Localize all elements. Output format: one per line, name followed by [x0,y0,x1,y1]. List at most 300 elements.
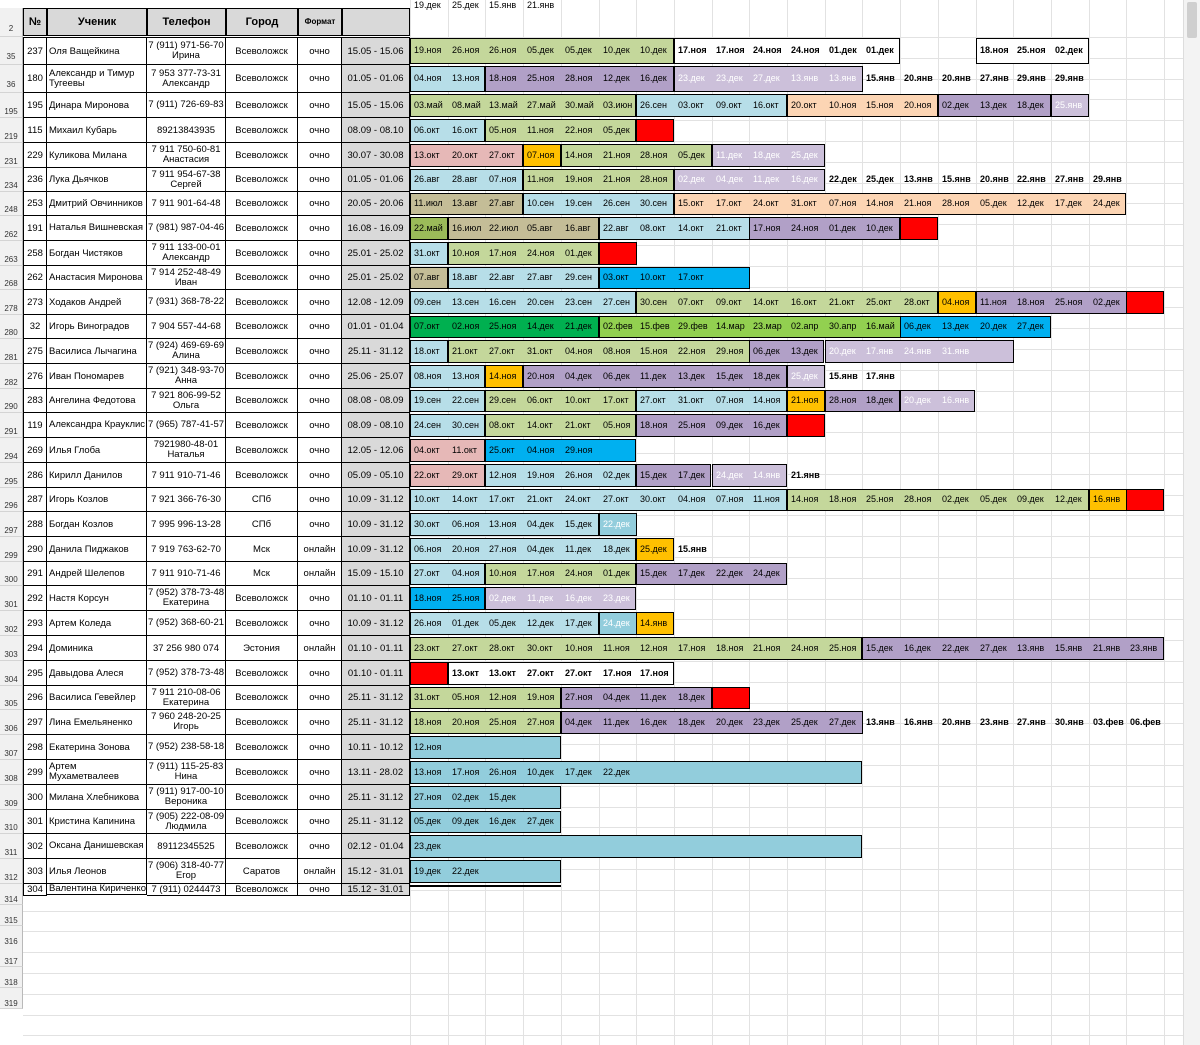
student-phone[interactable]: 7921980-48-01 Наталья [147,438,226,463]
lesson-date[interactable]: 14.окт [452,494,478,504]
lesson-date[interactable]: 25.ноя [527,73,555,83]
lesson-date[interactable]: 24.ноя [791,223,819,233]
student-name[interactable]: Кристина Капинина [47,810,147,834]
student-number[interactable]: 297 [23,710,47,735]
student-city[interactable]: Всеволожск [226,143,298,168]
lesson-date[interactable]: 27.авг [527,272,553,282]
lesson-date[interactable]: 29.янв [1055,73,1084,83]
student-format[interactable]: очно [298,710,342,735]
lesson-date[interactable]: 27.май [527,100,556,110]
lesson-date[interactable]: 17.окт [678,272,704,282]
student-name[interactable]: Василиса Гевейлер [47,686,147,710]
student-format[interactable]: онлайн [298,562,342,586]
lesson-date[interactable]: 15.дек [489,792,516,802]
lesson-date[interactable]: 02.ноя [452,321,480,331]
student-number[interactable]: 298 [23,735,47,760]
lesson-period[interactable]: 01.10 - 01.11 [342,661,410,686]
student-city[interactable]: Всеволожск [226,37,298,65]
student-phone[interactable]: 7 (911) 726-69-83 [147,93,226,118]
lesson-date[interactable]: 25.ноя [1055,297,1083,307]
student-number[interactable]: 275 [23,339,47,364]
lesson-date[interactable]: 02.дек [1093,297,1120,307]
lesson-date[interactable]: 13.дек [980,100,1007,110]
lesson-date[interactable]: 15.янв [678,544,707,554]
lesson-date[interactable]: 18.дек [678,692,705,702]
lesson-date[interactable]: 18.ноя [414,717,442,727]
lesson-date[interactable]: 06.ноя [452,519,480,529]
lesson-date[interactable]: 20.янв [980,174,1009,184]
lesson-date[interactable]: 26.сен [640,100,667,110]
lesson-date[interactable]: 13.дек [678,371,705,381]
lesson-date[interactable]: 17.ноя [489,248,517,258]
student-format[interactable]: очно [298,241,342,266]
lesson-date[interactable]: 05.дек [565,45,592,55]
lesson-date[interactable]: 05.дек [980,198,1007,208]
student-format[interactable]: очно [298,93,342,118]
lesson-date[interactable]: 23.мар [753,321,782,331]
lesson-date[interactable]: 14.окт [678,223,704,233]
lesson-date[interactable]: 15.окт [678,198,704,208]
lesson-date[interactable]: 14.янв [640,618,668,628]
lesson-date[interactable]: 18.дек [753,371,780,381]
student-number[interactable]: 32 [23,315,47,339]
lesson-date[interactable]: 17.ноя [753,223,781,233]
lesson-date[interactable]: 27.ноя [414,792,442,802]
lesson-date[interactable]: 05.дек [527,45,554,55]
lesson-date[interactable]: 06.фев [1130,717,1161,727]
lesson-date[interactable]: 27.ноя [527,717,555,727]
lesson-date[interactable]: 13.ноя [489,519,517,529]
lesson-date[interactable]: 11.дек [753,174,780,184]
lesson-date[interactable]: 15.дек [866,643,893,653]
lesson-date[interactable]: 27.окт [603,494,629,504]
lesson-date[interactable]: 25.ноя [489,717,517,727]
lesson-date[interactable]: 11.ноя [527,174,554,184]
lesson-date[interactable]: 14.окт [753,297,779,307]
lesson-date[interactable]: 23.дек [716,73,743,83]
student-name[interactable]: Куликова Милана [47,143,147,168]
lesson-date[interactable]: 11.дек [716,150,743,160]
lesson-date[interactable]: 04.окт [414,445,440,455]
lesson-period[interactable]: 15.05 - 15.06 [342,93,410,118]
student-phone[interactable]: 7 904 557-44-68 [147,315,226,339]
student-phone[interactable]: 7 (965) 787-41-57 [147,413,226,438]
lesson-date[interactable]: 04.ноя [678,494,706,504]
lesson-date[interactable]: 16.дек [640,73,667,83]
lesson-date[interactable]: 24.ноя [791,643,819,653]
student-name[interactable]: Доминика [47,636,147,661]
student-city[interactable]: Всеволожск [226,760,298,785]
lesson-date[interactable]: 31.окт [527,346,553,356]
lesson-date[interactable]: 20.дек [904,395,931,405]
student-number[interactable]: 115 [23,118,47,143]
lesson-date[interactable]: 07.ноя [716,494,744,504]
lesson-date[interactable]: 25.ноя [678,420,706,430]
lesson-date[interactable]: 04.дек [565,717,592,727]
student-city[interactable]: Всеволожск [226,686,298,710]
lesson-period[interactable]: 16.08 - 16.09 [342,216,410,241]
student-phone[interactable]: 7 (924) 469-69-69 Алина [147,339,226,364]
student-format[interactable]: очно [298,65,342,93]
lesson-date[interactable]: 14.дек [527,321,554,331]
lesson-date[interactable]: 29.янв [1017,73,1046,83]
lesson-date[interactable]: 10.ноя [565,643,593,653]
lesson-date[interactable]: 01.дек [603,568,630,578]
lesson-date[interactable]: 01.дек [866,45,894,55]
lesson-date[interactable]: 13.ноя [452,371,480,381]
lesson-date[interactable]: 13.янв [866,717,895,727]
student-phone[interactable]: 7 995 996-13-28 [147,512,226,537]
lesson-date[interactable]: 10.дек [640,45,667,55]
lesson-period[interactable]: 08.09 - 08.10 [342,413,410,438]
lesson-date[interactable]: 06.дек [904,321,931,331]
lesson-date[interactable]: 18.дек [866,395,893,405]
student-city[interactable]: СПб [226,512,298,537]
lesson-date[interactable]: 29.окт [452,470,478,480]
lesson-date[interactable]: 05.ноя [603,420,631,430]
lesson-date[interactable]: 16.дек [791,174,818,184]
lesson-date[interactable]: 06.ноя [414,544,442,554]
student-phone[interactable]: 89112345525 [147,834,226,859]
lesson-date[interactable]: 28.ноя [640,174,668,184]
lesson-date[interactable]: 30.сен [640,297,667,307]
lesson-date[interactable]: 25.дек [640,544,667,554]
lesson-date[interactable]: 13.май [489,100,518,110]
student-number[interactable]: 253 [23,192,47,216]
lesson-date[interactable]: 07.окт [414,321,440,331]
lesson-date[interactable]: 17.окт [603,395,629,405]
student-name[interactable]: Игорь Виноградов [47,315,147,339]
scrollbar-thumb[interactable] [1187,2,1197,38]
lesson-date[interactable]: 22.май [414,223,443,233]
lesson-date[interactable]: 27.дек [829,717,856,727]
lesson-date[interactable]: 19.ноя [565,174,593,184]
lesson-date[interactable]: 21.янв [1093,643,1121,653]
lesson-period[interactable]: 08.09 - 08.10 [342,118,410,143]
lesson-date[interactable]: 13.сен [452,297,479,307]
lesson-date[interactable]: 15.ноя [866,100,894,110]
lesson-date[interactable]: 27.дек [1017,321,1044,331]
student-city[interactable]: Всеволожск [226,463,298,488]
student-name[interactable]: Оксана Данишевская [47,834,147,859]
lesson-date[interactable]: 07.окт [678,297,704,307]
lesson-date[interactable]: 17.дек [565,618,592,628]
lesson-date[interactable]: 15.ноя [640,346,668,356]
lesson-date[interactable]: 15.янв [942,174,971,184]
student-format[interactable]: очно [298,216,342,241]
lesson-date[interactable]: 09.сен [414,297,441,307]
lesson-date[interactable]: 22.ноя [678,346,706,356]
student-format[interactable]: очно [298,512,342,537]
lesson-date[interactable]: 27.янв [980,73,1009,83]
lesson-date[interactable]: 11.ноя [753,494,780,504]
lesson-date[interactable]: 30.янв [1055,717,1084,727]
lesson-date[interactable]: 25.дек [866,174,894,184]
student-city[interactable]: Всеволожск [226,438,298,463]
student-format[interactable]: очно [298,438,342,463]
student-format[interactable]: очно [298,834,342,859]
lesson-period[interactable]: 10.09 - 31.12 [342,488,410,512]
lesson-date[interactable]: 13.авг [452,198,478,208]
lesson-date[interactable]: 24.ноя [791,45,820,55]
lesson-date[interactable]: 23.янв [980,717,1009,727]
lesson-period[interactable]: 10.11 - 10.12 [342,735,410,760]
lesson-date[interactable]: 15.янв [866,73,895,83]
lesson-period[interactable]: 25.01 - 25.02 [342,266,410,290]
lesson-date[interactable]: 03.май [414,100,443,110]
student-phone[interactable]: 7 911 210-08-06 Екатерина [147,686,226,710]
lesson-date[interactable]: 04.ноя [527,445,555,455]
lesson-date[interactable]: 10.ноя [452,248,480,258]
lesson-period[interactable]: 30.07 - 30.08 [342,143,410,168]
lesson-date[interactable]: 31.окт [414,248,440,258]
lesson-date[interactable]: 08.окт [640,223,666,233]
lesson-date[interactable]: 27.ноя [565,692,593,702]
lesson-date[interactable]: 04.дек [565,371,592,381]
lesson-date[interactable]: 11.дек [603,717,630,727]
lesson-date[interactable]: 17.янв [866,371,895,381]
student-name[interactable]: Илья Глоба [47,438,147,463]
lesson-date[interactable]: 13.дек [791,346,818,356]
student-format[interactable]: онлайн [298,859,342,884]
lesson-date[interactable]: 17.окт [716,198,742,208]
student-phone[interactable]: 7 (921) 348-93-70 Анна [147,364,226,389]
lesson-date[interactable]: 17.дек [678,568,705,578]
student-number[interactable]: 236 [23,168,47,192]
lesson-date[interactable]: 25.окт [489,445,515,455]
lesson-date[interactable]: 15.янв [489,0,517,10]
student-number[interactable]: 288 [23,512,47,537]
lesson-date[interactable]: 24.ноя [753,45,782,55]
student-city[interactable]: Всеволожск [226,364,298,389]
student-name[interactable]: Давыдова Алеся [47,661,147,686]
lesson-date[interactable]: 18.дек [753,150,780,160]
student-format[interactable]: очно [298,661,342,686]
lesson-date[interactable]: 19.дек [414,0,441,10]
lesson-date[interactable]: 31.окт [791,198,817,208]
lesson-date[interactable]: 16.дек [640,717,667,727]
student-name[interactable]: Михаил Кубарь [47,118,147,143]
lesson-date[interactable]: 20.сен [527,297,554,307]
student-name[interactable]: Артем Мухаметвалеев [47,760,147,785]
lesson-date[interactable]: 25.ноя [1017,45,1046,55]
lesson-period[interactable]: 10.09 - 31.12 [342,512,410,537]
student-city[interactable]: Всеволожск [226,834,298,859]
lesson-date[interactable]: 11.дек [565,544,592,554]
student-city[interactable]: Всеволожск [226,65,298,93]
lesson-date[interactable]: 10.дек [527,767,554,777]
student-city[interactable]: Мск [226,537,298,562]
lesson-period[interactable]: 01.05 - 01.06 [342,168,410,192]
lesson-date[interactable]: 19.ноя [414,45,442,55]
lesson-date[interactable]: 16.окт [753,100,779,110]
lesson-period[interactable]: 01.01 - 01.04 [342,315,410,339]
lesson-date[interactable]: 27.сен [603,297,630,307]
lesson-date[interactable]: 09.окт [716,297,742,307]
lesson-date[interactable]: 18.дек [603,544,630,554]
lesson-date[interactable]: 19.дек [414,866,441,876]
lesson-date[interactable]: 12.дек [527,618,554,628]
lesson-date[interactable]: 25.янв [1055,100,1083,110]
student-name[interactable]: Ангелина Федотова [47,389,147,413]
lesson-date[interactable]: 27.окт [640,395,666,405]
lesson-date[interactable]: 19.ноя [527,470,555,480]
lesson-date[interactable]: 17.ноя [603,668,632,678]
lesson-date[interactable]: 25.дек [791,150,818,160]
lesson-date[interactable]: 27.окт [414,568,440,578]
student-number[interactable]: 269 [23,438,47,463]
lesson-date[interactable]: 13.янв [829,73,857,83]
student-number[interactable]: 290 [23,537,47,562]
student-number[interactable]: 295 [23,661,47,686]
student-city[interactable]: Всеволожск [226,168,298,192]
student-name[interactable]: Иван Пономарев [47,364,147,389]
lesson-period[interactable]: 02.12 - 01.04 [342,834,410,859]
lesson-period[interactable]: 25.11 - 31.12 [342,339,410,364]
lesson-period[interactable]: 13.11 - 28.02 [342,760,410,785]
student-city[interactable]: Всеволожск [226,339,298,364]
lesson-period[interactable]: 20.05 - 20.06 [342,192,410,216]
lesson-date[interactable]: 26.авг [414,174,440,184]
lesson-date[interactable]: 10.сен [527,198,554,208]
lesson-date[interactable]: 14.окт [527,420,553,430]
lesson-date[interactable]: 29.янв [1093,174,1122,184]
student-name[interactable]: Богдан Чистяков [47,241,147,266]
lesson-date[interactable]: 06.дек [753,346,780,356]
lesson-date[interactable]: 07.ноя [829,198,857,208]
lesson-date[interactable]: 28.ноя [565,73,593,83]
lesson-date[interactable]: 10.окт [565,395,591,405]
student-name[interactable]: Андрей Шелепов [47,562,147,586]
lesson-date[interactable]: 16.дек [489,816,516,826]
student-phone[interactable]: 7 (911) 971-56-70 Ирина [147,37,226,65]
lesson-date[interactable]: 03.июн [603,100,633,110]
lesson-date[interactable]: 06.дек [603,371,630,381]
lesson-date[interactable]: 30.окт [640,494,666,504]
lesson-date[interactable]: 05.ноя [452,692,480,702]
student-format[interactable]: очно [298,266,342,290]
lesson-date[interactable]: 30.сен [452,420,479,430]
lesson-date[interactable]: 16.дек [753,420,780,430]
lesson-date[interactable]: 20.янв [942,717,971,727]
lesson-date[interactable]: 27.окт [489,346,515,356]
student-phone[interactable]: 7 919 763-62-70 [147,537,226,562]
lesson-date[interactable]: 21.ноя [904,198,932,208]
lesson-date[interactable]: 05.дек [414,816,441,826]
lesson-date[interactable]: 06.окт [414,125,440,135]
lesson-date[interactable]: 21.ноя [603,174,631,184]
lesson-date[interactable]: 13.окт [489,668,516,678]
lesson-date[interactable]: 17.ноя [452,767,480,777]
student-city[interactable]: Всеволожск [226,611,298,636]
lesson-date[interactable]: 21.ноя [753,643,781,653]
lesson-date[interactable]: 12.ноя [414,742,442,752]
lesson-date[interactable]: 30.окт [414,519,440,529]
lesson-date[interactable]: 11.окт [452,445,478,455]
lesson-date[interactable]: 27.окт [527,668,554,678]
student-city[interactable]: Эстония [226,636,298,661]
student-city[interactable]: Саратов [226,859,298,884]
lesson-date[interactable]: 02.фев [603,321,633,331]
lesson-date[interactable]: 05.дек [489,618,516,628]
student-phone[interactable]: 7 (952) 368-60-21 [147,611,226,636]
student-name[interactable]: Настя Корсун [47,586,147,611]
lesson-date[interactable]: 16.дек [565,593,592,603]
lesson-date[interactable]: 31.окт [678,395,704,405]
lesson-date[interactable]: 13.ноя [414,767,442,777]
lesson-date[interactable]: 21.окт [829,297,855,307]
student-city[interactable]: Всеволожск [226,266,298,290]
lesson-date[interactable]: 12.дек [603,73,630,83]
student-phone[interactable]: 7 (952) 378-73-48 Екатерина [147,586,226,611]
lesson-date[interactable]: 29.ноя [565,445,593,455]
lesson-date[interactable]: 05.дек [603,125,630,135]
student-number[interactable]: 237 [23,37,47,65]
lesson-date[interactable]: 21.ноя [791,395,819,405]
student-number[interactable]: 283 [23,389,47,413]
lesson-date[interactable]: 22.ноя [565,125,593,135]
lesson-period[interactable]: 25.01 - 25.02 [342,241,410,266]
lesson-date[interactable]: 16.окт [791,297,817,307]
lesson-date[interactable]: 09.окт [716,100,742,110]
lesson-date[interactable]: 13.ноя [452,73,480,83]
student-name[interactable]: Лина Емельяненко [47,710,147,735]
lesson-date[interactable]: 27.окт [489,150,515,160]
student-format[interactable]: очно [298,586,342,611]
student-city[interactable]: Всеволожск [226,710,298,735]
lesson-date[interactable]: 26.ноя [414,618,442,628]
student-name[interactable]: Александр и Тимур Тугеевы [47,65,147,93]
lesson-period[interactable]: 25.06 - 25.07 [342,364,410,389]
lesson-date[interactable]: 29.сен [489,395,516,405]
vertical-scrollbar[interactable] [1183,0,1200,1045]
lesson-date[interactable]: 22.дек [452,866,479,876]
lesson-date[interactable]: 29.сен [565,272,592,282]
lesson-date[interactable]: 07.авг [414,272,440,282]
lesson-date[interactable]: 31.янв [942,346,970,356]
lesson-date[interactable]: 05.ноя [489,125,517,135]
student-format[interactable]: очно [298,339,342,364]
student-phone[interactable]: 7 911 750-60-81 Анастасия [147,143,226,168]
student-name[interactable]: Дмитрий Овчинников [47,192,147,216]
lesson-date[interactable]: 24.дек [603,618,630,628]
lesson-date[interactable]: 11.дек [640,371,667,381]
student-format[interactable]: очно [298,389,342,413]
student-city[interactable]: СПб [226,488,298,512]
lesson-date[interactable]: 24.ноя [565,568,593,578]
lesson-date[interactable]: 29.ноя [716,346,744,356]
lesson-date[interactable]: 08.май [452,100,481,110]
lesson-date[interactable]: 13.янв [791,73,819,83]
lesson-date[interactable]: 21.ноя [603,150,631,160]
lesson-date[interactable]: 03.окт [678,100,704,110]
student-phone[interactable]: 7 921 806-99-52 Ольга [147,389,226,413]
lesson-date[interactable]: 17.ноя [640,668,669,678]
student-name[interactable]: Кирилл Данилов [47,463,147,488]
lesson-date[interactable]: 18.ноя [489,73,517,83]
student-phone[interactable]: 7 914 252-48-49 Иван [147,266,226,290]
lesson-date[interactable]: 28.ноя [640,150,668,160]
student-name[interactable]: Милана Хлебникова [47,785,147,810]
lesson-date[interactable]: 02.дек [452,792,479,802]
lesson-period[interactable]: 01.10 - 01.11 [342,586,410,611]
student-number[interactable]: 304 [23,884,47,896]
student-number[interactable]: 303 [23,859,47,884]
lesson-date[interactable]: 25.окт [866,297,892,307]
student-city[interactable]: Всеволожск [226,118,298,143]
lesson-date[interactable]: 20.дек [829,346,856,356]
lesson-date[interactable]: 20.окт [791,100,817,110]
